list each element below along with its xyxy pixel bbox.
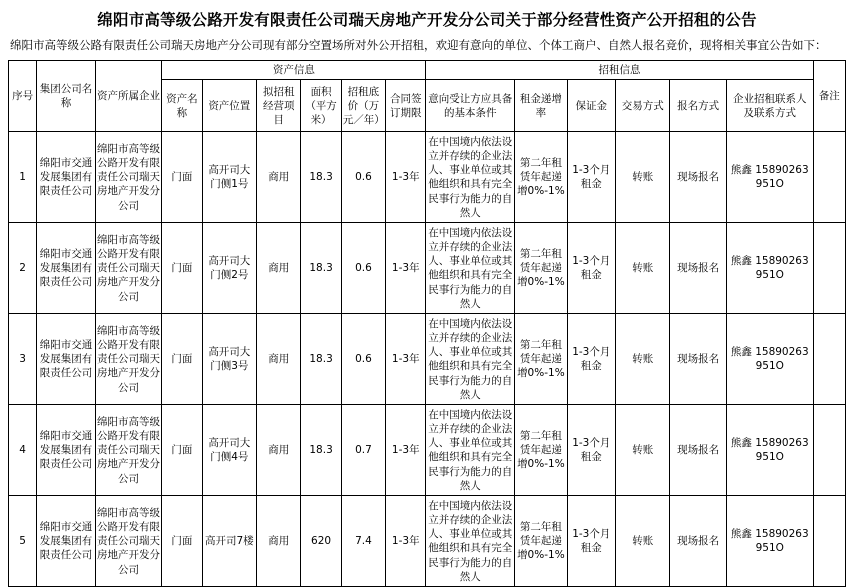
cell-planned-use: 商用 xyxy=(257,314,301,405)
cell-remarks xyxy=(813,405,845,496)
cell-asset-name: 门面 xyxy=(162,405,202,496)
cell-index: 1 xyxy=(9,132,37,223)
cell-signup-method: 现场报名 xyxy=(670,132,726,223)
cell-index: 5 xyxy=(9,496,37,587)
col-header-owner-company: 资产所属企业 xyxy=(95,61,162,132)
table-row xyxy=(9,496,846,587)
cell-group-company: 绵阳市交通发展集团有限责任公司 xyxy=(37,496,95,587)
table-row xyxy=(9,223,846,314)
cell-basic-conditions: 在中国境内依法设立并存续的企业法人、事业单位或其他组织和具有完全民事行为能力的自然人 xyxy=(426,496,515,587)
cell-signup-method: 现场报名 xyxy=(670,223,726,314)
col-header-contact: 企业招租联系人及联系方式 xyxy=(726,80,813,132)
cell-area: 18.3 xyxy=(301,132,341,223)
cell-asset-name: 门面 xyxy=(162,223,202,314)
cell-deposit: 1-3个月租金 xyxy=(567,132,615,223)
col-header-remarks: 备注 xyxy=(813,61,845,132)
cell-planned-use: 商用 xyxy=(257,496,301,587)
cell-asset-name: 门面 xyxy=(162,132,202,223)
cell-floor-price: 0.7 xyxy=(341,405,385,496)
table-body xyxy=(9,132,846,587)
col-header-trade-method: 交易方式 xyxy=(615,80,669,132)
col-header-signup-method: 报名方式 xyxy=(670,80,726,132)
cell-area: 620 xyxy=(301,496,341,587)
page-title: 绵阳市高等级公路开发有限责任公司瑞天房地产开发分公司关于部分经营性资产公开招租的公告 xyxy=(97,11,757,29)
cell-basic-conditions: 在中国境内依法设立并存续的企业法人、事业单位或其他组织和具有完全民事行为能力的自然人 xyxy=(426,132,515,223)
cell-floor-price: 0.6 xyxy=(341,314,385,405)
cell-asset-location: 高开司大门侧3号 xyxy=(202,314,256,405)
cell-rent-increase: 第二年租赁年起递增0%-1% xyxy=(515,314,567,405)
cell-basic-conditions: 在中国境内依法设立并存续的企业法人、事业单位或其他组织和具有完全民事行为能力的自然人 xyxy=(426,223,515,314)
cell-rent-increase: 第二年租赁年起递增0%-1% xyxy=(515,223,567,314)
col-header-asset-location: 资产位置 xyxy=(202,80,256,132)
table-row xyxy=(9,132,846,223)
cell-group-company: 绵阳市交通发展集团有限责任公司 xyxy=(37,314,95,405)
cell-contract-term: 1-3年 xyxy=(386,496,426,587)
cell-planned-use: 商用 xyxy=(257,405,301,496)
cell-floor-price: 7.4 xyxy=(341,496,385,587)
cell-area: 18.3 xyxy=(301,405,341,496)
cell-basic-conditions: 在中国境内依法设立并存续的企业法人、事业单位或其他组织和具有完全民事行为能力的自然人 xyxy=(426,405,515,496)
asset-listing-table xyxy=(8,60,846,587)
cell-trade-method: 转账 xyxy=(615,132,669,223)
cell-asset-name: 门面 xyxy=(162,314,202,405)
col-header-planned-use: 拟招租经营项目 xyxy=(257,80,301,132)
cell-owner-company: 绵阳市高等级公路开发有限责任公司瑞天房地产开发分公司 xyxy=(95,405,162,496)
cell-owner-company: 绵阳市高等级公路开发有限责任公司瑞天房地产开发分公司 xyxy=(95,314,162,405)
cell-trade-method: 转账 xyxy=(615,405,669,496)
cell-trade-method: 转账 xyxy=(615,314,669,405)
cell-group-company: 绵阳市交通发展集团有限责任公司 xyxy=(37,405,95,496)
cell-owner-company: 绵阳市高等级公路开发有限责任公司瑞天房地产开发分公司 xyxy=(95,496,162,587)
cell-asset-name: 门面 xyxy=(162,496,202,587)
cell-contact: 熊鑫 15890263951O xyxy=(726,132,813,223)
cell-asset-location: 高开司大门侧4号 xyxy=(202,405,256,496)
cell-remarks xyxy=(813,223,845,314)
col-header-contract-term: 合同签订期限 xyxy=(386,80,426,132)
cell-remarks xyxy=(813,132,845,223)
cell-rent-increase: 第二年租赁年起递增0%-1% xyxy=(515,496,567,587)
cell-signup-method: 现场报名 xyxy=(670,496,726,587)
cell-contact: 熊鑫 15890263951O xyxy=(726,405,813,496)
cell-rent-increase: 第二年租赁年起递增0%-1% xyxy=(515,132,567,223)
group-header-asset-info: 资产信息 xyxy=(162,61,426,80)
cell-signup-method: 现场报名 xyxy=(670,314,726,405)
cell-deposit: 1-3个月租金 xyxy=(567,405,615,496)
col-header-rent-increase: 租金递增率 xyxy=(515,80,567,132)
col-header-deposit: 保证金 xyxy=(567,80,615,132)
cell-floor-price: 0.6 xyxy=(341,132,385,223)
col-header-area: 面积（平方米） xyxy=(301,80,341,132)
intro-paragraph: 绵阳市高等级公路有限责任公司瑞天房地产分公司现有部分空置场所对外公开招租，欢迎有意向的单位、个体工商户、自然人报名竞价，现将相关事宜公告如下： xyxy=(10,37,827,52)
cell-contract-term: 1-3年 xyxy=(386,223,426,314)
cell-area: 18.3 xyxy=(301,223,341,314)
cell-area: 18.3 xyxy=(301,314,341,405)
cell-deposit: 1-3个月租金 xyxy=(567,496,615,587)
cell-contract-term: 1-3年 xyxy=(386,405,426,496)
cell-contract-term: 1-3年 xyxy=(386,132,426,223)
cell-group-company: 绵阳市交通发展集团有限责任公司 xyxy=(37,223,95,314)
cell-group-company: 绵阳市交通发展集团有限责任公司 xyxy=(37,132,95,223)
table-group-header-row xyxy=(9,61,846,80)
cell-asset-location: 高开司大门侧1号 xyxy=(202,132,256,223)
group-header-lease-info: 招租信息 xyxy=(426,61,813,80)
cell-asset-location: 高开司大门侧2号 xyxy=(202,223,256,314)
cell-trade-method: 转账 xyxy=(615,496,669,587)
cell-index: 4 xyxy=(9,405,37,496)
cell-trade-method: 转账 xyxy=(615,223,669,314)
cell-planned-use: 商用 xyxy=(257,132,301,223)
col-header-asset-name: 资产名称 xyxy=(162,80,202,132)
col-header-index: 序号 xyxy=(9,61,37,132)
cell-contact: 熊鑫 15890263951O xyxy=(726,496,813,587)
cell-deposit: 1-3个月租金 xyxy=(567,223,615,314)
col-header-group-company: 集团公司名称 xyxy=(37,61,95,132)
cell-remarks xyxy=(813,496,845,587)
cell-owner-company: 绵阳市高等级公路开发有限责任公司瑞天房地产开发分公司 xyxy=(95,132,162,223)
table-row xyxy=(9,314,846,405)
cell-index: 3 xyxy=(9,314,37,405)
cell-planned-use: 商用 xyxy=(257,223,301,314)
cell-index: 2 xyxy=(9,223,37,314)
cell-asset-location: 高开司7楼 xyxy=(202,496,256,587)
cell-deposit: 1-3个月租金 xyxy=(567,314,615,405)
col-header-basic-conditions: 意向受让方应具备的基本条件 xyxy=(426,80,515,132)
table-row xyxy=(9,405,846,496)
cell-rent-increase: 第二年租赁年起递增0%-1% xyxy=(515,405,567,496)
cell-contract-term: 1-3年 xyxy=(386,314,426,405)
cell-signup-method: 现场报名 xyxy=(670,405,726,496)
cell-remarks xyxy=(813,314,845,405)
cell-contact: 熊鑫 15890263951O xyxy=(726,314,813,405)
cell-floor-price: 0.6 xyxy=(341,223,385,314)
cell-contact: 熊鑫 15890263951O xyxy=(726,223,813,314)
cell-owner-company: 绵阳市高等级公路开发有限责任公司瑞天房地产开发分公司 xyxy=(95,223,162,314)
col-header-floor-price: 招租底价（万元／年） xyxy=(341,80,385,132)
cell-basic-conditions: 在中国境内依法设立并存续的企业法人、事业单位或其他组织和具有完全民事行为能力的自然人 xyxy=(426,314,515,405)
